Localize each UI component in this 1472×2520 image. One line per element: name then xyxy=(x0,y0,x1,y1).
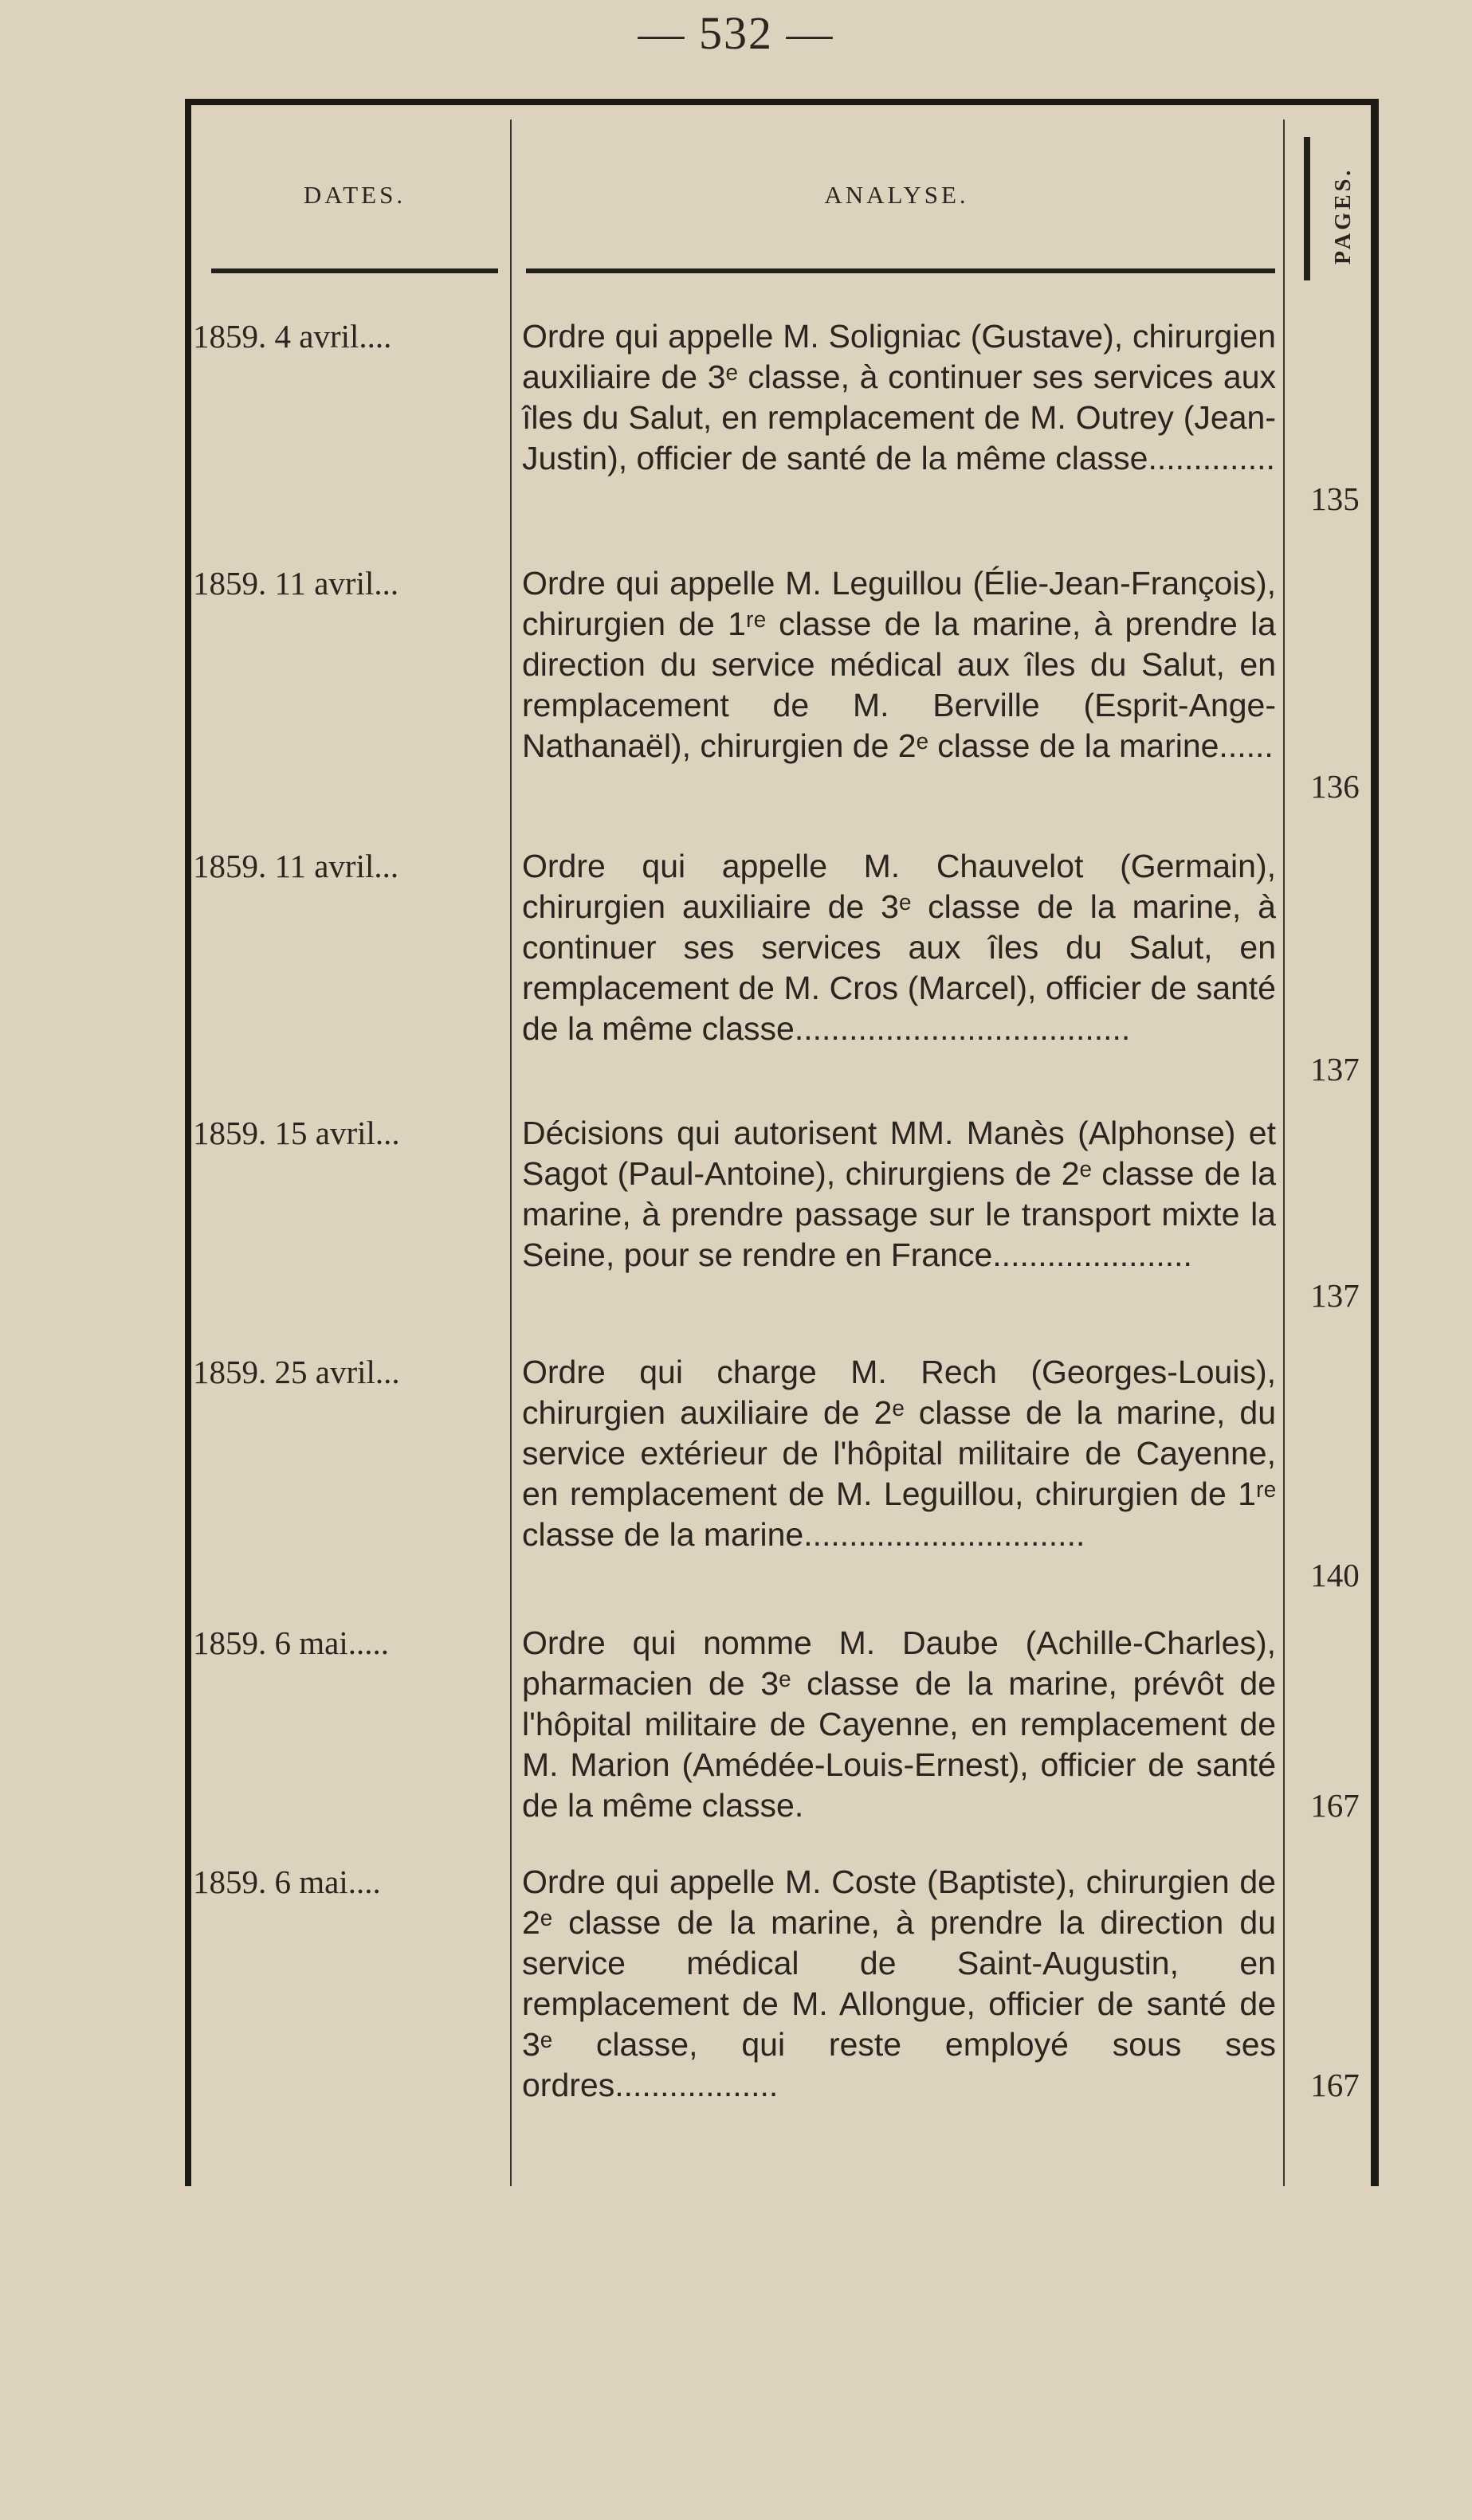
header-dates: DATES. xyxy=(303,181,406,209)
row-page: 135 xyxy=(1310,480,1360,517)
row-date: 1859. 6 mai.... xyxy=(193,1864,381,1900)
row-analysis: Ordre qui appelle M. Chauvelot (Germain), chirurgien auxiliaire de 3ᵉ classe de la marine, à continuer ses services aux îles du Salut, en remplacement de M. Cros (Marcel), officier de santé de la même classe..................................... xyxy=(522,848,1276,1047)
row-page: 136 xyxy=(1310,768,1360,805)
index-table xyxy=(185,99,1379,2186)
header-analyse: ANALYSE. xyxy=(824,181,969,209)
page-number: — 532 — xyxy=(638,7,834,59)
row-analysis: Ordre qui nomme M. Daube (Achille-Charles), pharmacien de 3ᵉ classe de la marine, prévôt de l'hôpital militaire de Cayenne, en remplacement de M. Marion (Amédée-Louis-Ernest), officier de santé de la même classe. xyxy=(522,1624,1276,1824)
header-pages: PAGES. xyxy=(1331,167,1356,265)
row-analysis: Décisions qui autorisent MM. Manès (Alphonse) et Sagot (Paul-Antoine), chirurgiens de 2ᵉ classe de la marine, à prendre passage sur le transport mixte la Seine, pour se rendre en France...................... xyxy=(522,1115,1276,1273)
column-divider-dates xyxy=(510,120,512,2186)
row-analysis: Ordre qui appelle M. Leguillou (Élie-Jean-François), chirurgien de 1ʳᵉ classe de la marine, à prendre la direction du service médical aux îles du Salut, en remplacement de M. Berville (Esprit-Ange-Nathanaël), chirurgien de 2ᵉ classe de la marine...... xyxy=(522,565,1276,764)
row-page: 137 xyxy=(1310,1277,1360,1314)
row-page: 140 xyxy=(1310,1557,1360,1593)
row-analysis: Ordre qui appelle M. Soligniac (Gustave), chirurgien auxiliaire de 3ᵉ classe, à continuer ses services aux îles du Salut, en remplacement de M. Outrey (Jean-Justin), officier de santé de la même classe.............. xyxy=(522,318,1276,476)
header-rule-dates xyxy=(211,268,498,273)
row-page: 167 xyxy=(1310,2067,1360,2103)
row-date: 1859. 6 mai..... xyxy=(193,1624,389,1661)
row-page: 137 xyxy=(1310,1051,1360,1088)
header-rule-pages xyxy=(1304,137,1310,280)
header-rule-analyse xyxy=(526,268,1275,273)
row-date: 1859. 25 avril... xyxy=(193,1354,400,1390)
column-divider-pages xyxy=(1283,120,1285,2186)
row-date: 1859. 11 avril... xyxy=(193,565,399,602)
table-header xyxy=(191,105,1371,272)
row-date: 1859. 15 avril... xyxy=(193,1115,400,1151)
row-date: 1859. 11 avril... xyxy=(193,848,399,884)
row-page: 167 xyxy=(1310,1787,1360,1824)
row-analysis: Ordre qui charge M. Rech (Georges-Louis), chirurgien auxiliaire de 2ᵉ classe de la marine, du service extérieur de l'hôpital militaire de Cayenne, en remplacement de M. Leguillou, chirurgien de 1ʳᵉ classe de la marine............................... xyxy=(522,1354,1276,1553)
row-analysis: Ordre qui appelle M. Coste (Baptiste), chirurgien de 2ᵉ classe de la marine, à prendre la direction du service médical de Saint-Augustin, en remplacement de M. Allongue, officier de santé de 3ᵉ classe, qui reste employé sous ses ordres.................. xyxy=(522,1864,1276,2103)
row-date: 1859. 4 avril.... xyxy=(193,318,392,355)
